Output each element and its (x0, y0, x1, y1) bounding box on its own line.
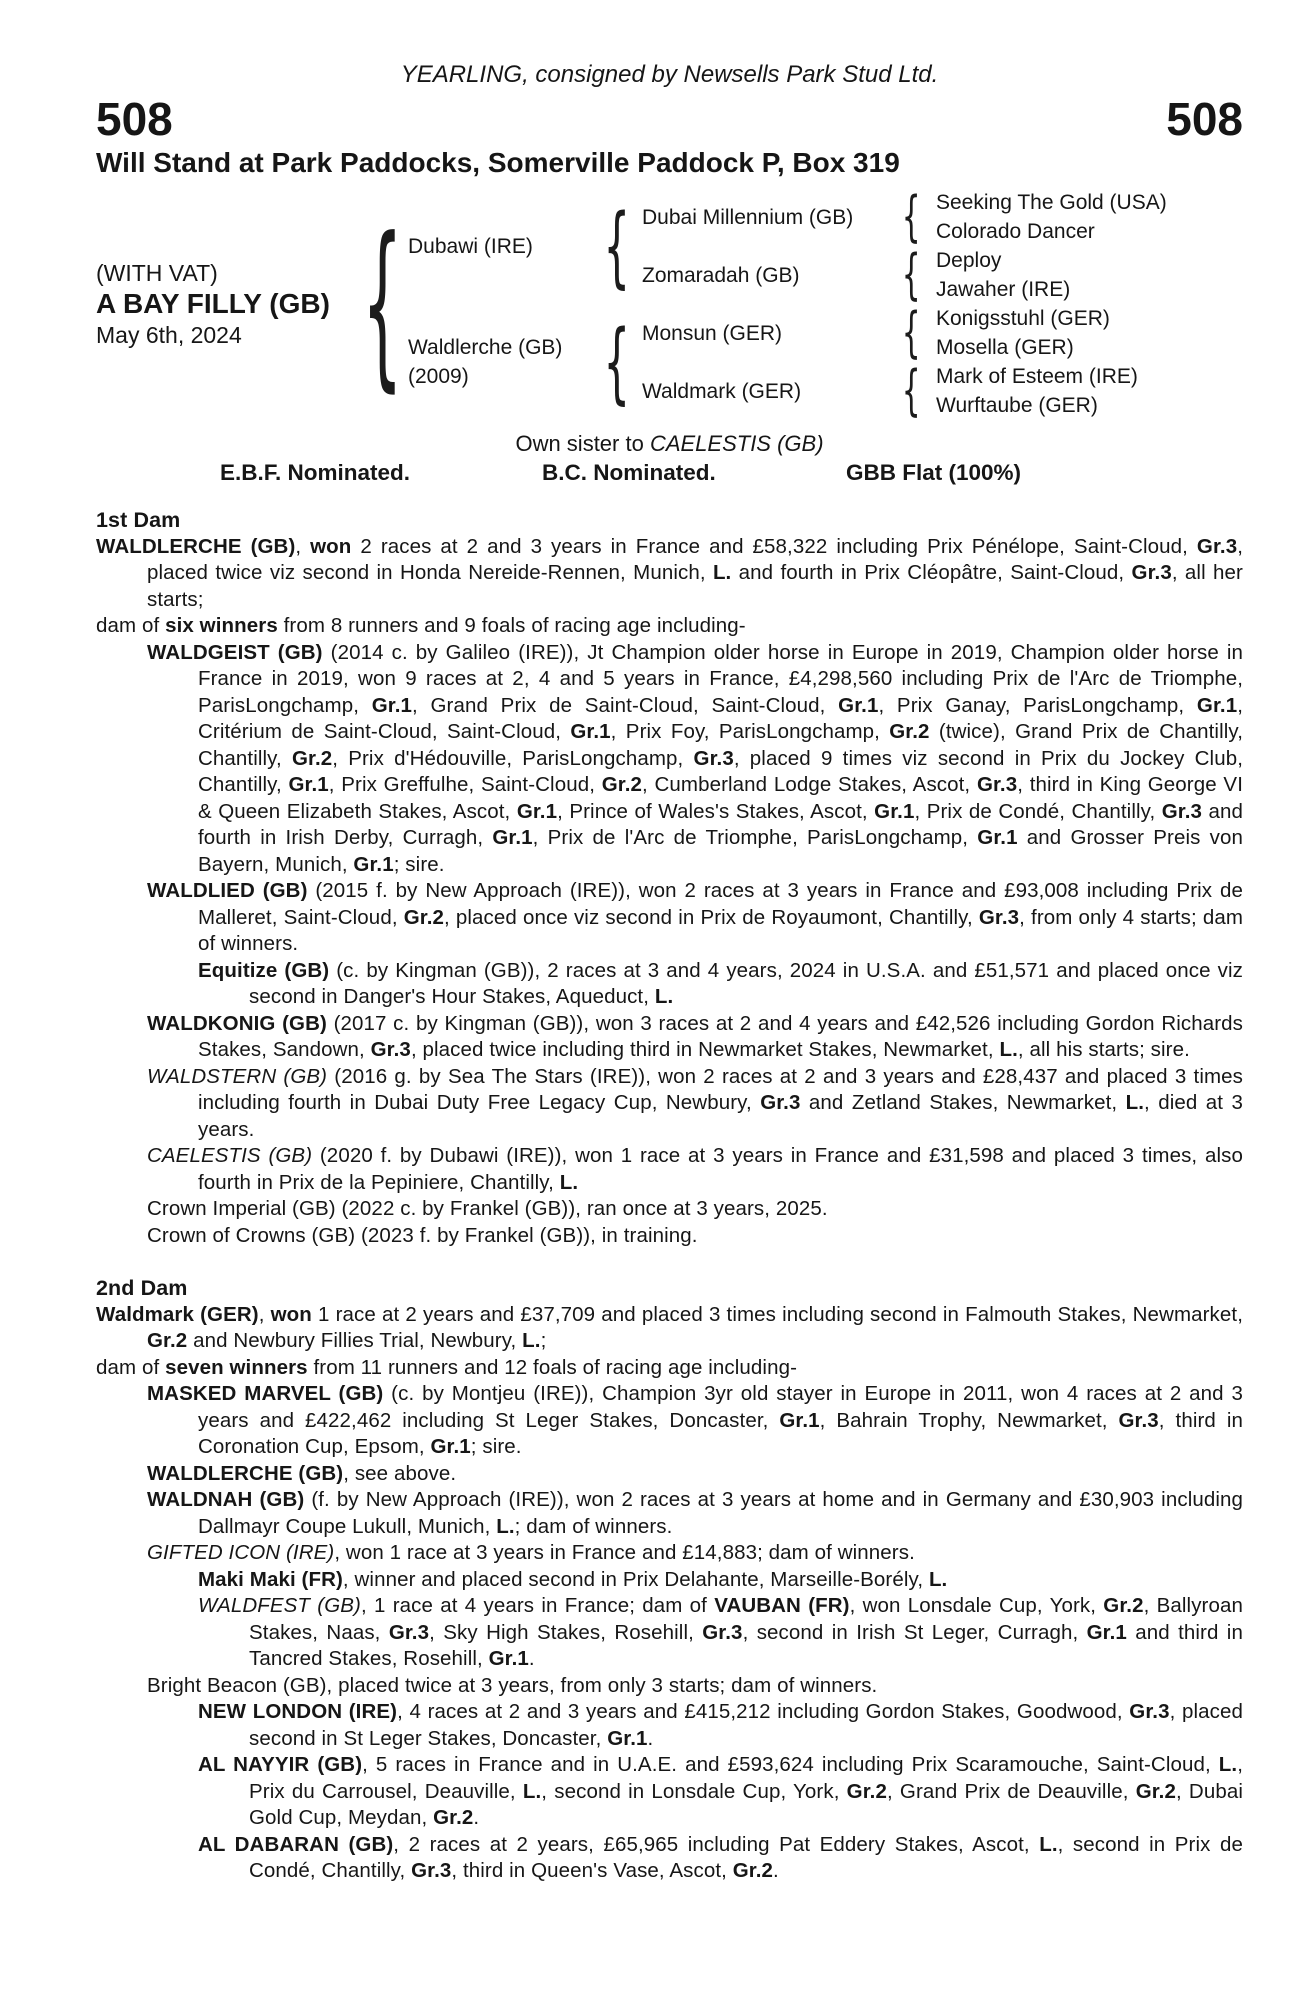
text-segment: , 5 races in France and in U.A.E. and £593,624 including Prix Scaramouche, Saint-Cloud, (362, 1753, 1219, 1776)
catalogue-sections (96, 507, 1243, 1885)
text-segment: Gr.2 (433, 1806, 474, 1829)
text-segment: dam of (96, 1355, 166, 1379)
text-segment: , second in Prix de Condé, Chantilly, (249, 1832, 1243, 1882)
text-segment: , Sky High Stakes, Rosehill, (429, 1620, 703, 1644)
text-segment: WALDKONIG (GB) (147, 1011, 327, 1035)
catalogue-paragraph (96, 1699, 1243, 1752)
section-heading: 1st Dam (96, 508, 181, 532)
stand-location-line: Will Stand at Park Paddocks, Somerville Paddock P, Box 319 (96, 147, 900, 178)
sire-dam-name: Zomaradah (GB) (642, 263, 800, 287)
text-segment: , won 1 race at 3 years in France and £14,883; dam of winners. (334, 1541, 915, 1564)
text-segment: , placed 9 times viz second in Prix du Jockey Club, Chantilly, (198, 746, 1243, 796)
text-segment: and Grosser Preis von Bayern, Munich, (198, 826, 1243, 876)
text-segment: WALDLERCHE (GB) (96, 534, 296, 558)
sire-dam-brace: { (901, 243, 921, 306)
text-segment: , Prix Ganay, ParisLongchamp, (878, 693, 1197, 717)
text-segment: , third in Coronation Cup, Epsom, (198, 1408, 1243, 1458)
text-segment: Gr.1 (488, 1647, 529, 1670)
text-segment: Gr.1 (430, 1435, 471, 1458)
text-segment: , died at 3 years. (198, 1091, 1244, 1141)
text-segment: Gr.3 (370, 1038, 411, 1061)
text-segment: , Prix Greffulhe, Saint-Cloud, (328, 773, 602, 796)
great-granddam: Mosella (GER) (936, 336, 1074, 359)
text-segment: CAELESTIS (GB) (147, 1144, 313, 1167)
text-segment: (twice), Grand Prix de Chantilly, Chantilly, (198, 720, 1244, 770)
ebf-nomination: E.B.F. Nominated. (220, 460, 411, 485)
dam-sire-name: Monsun (GER) (642, 321, 783, 345)
gbb-nomination: GBB Flat (100%) (846, 460, 1022, 485)
text-segment: (2016 g. by Sea The Stars (IRE)), won 2 races at 2 and 3 years and £28,437 and placed 3 times including fourth in Dubai Duty Free Legacy Cup, Newbury, (198, 1064, 1243, 1114)
sire-family (400, 185, 1167, 306)
text-segment: L. (1125, 1091, 1144, 1114)
text-segment: Gr.1 (1086, 1620, 1127, 1644)
text-segment: , placed once viz second in Prix de Royaumont, Chantilly, (444, 905, 979, 929)
lot-number-right: 508 (1166, 93, 1243, 145)
dam-dam-brace: { (901, 359, 921, 422)
dam-dam-name: Waldmark (GER) (642, 379, 802, 403)
dam-family (400, 301, 1167, 422)
text-segment: Gr.3 (411, 1859, 452, 1882)
great-granddam: Wurftaube (GER) (936, 394, 1098, 417)
text-segment: Gr.1 (874, 799, 915, 823)
text-segment: L. (559, 1170, 579, 1194)
text-segment: Gr.2 (601, 773, 642, 796)
text-segment: , see above. (343, 1461, 457, 1485)
text-segment: , second in Irish St Leger, Curragh, (742, 1620, 1087, 1644)
text-segment: , Grand Prix de Deauville, (886, 1779, 1136, 1803)
catalogue-paragraph (96, 613, 1243, 640)
pedigree-table (96, 185, 1243, 422)
dam-brace: { (603, 310, 631, 414)
text-segment: (2015 f. by New Approach (IRE)), won 2 races at 3 years in France and £93,008 including Prix de Malleret, Saint-Cloud, (198, 879, 1243, 929)
text-segment: Gr.1 (492, 826, 533, 849)
text-segment: (2014 c. by Galileo (IRE)), Jt Champion older horse in Europe in 2019, Champion older horse in France in 2019, won 9 races at 2, 4 and 5 years in France, £4,298,560 including Prix de l'Arc de Triomphe, ParisLongchamp, (198, 640, 1244, 717)
text-segment: Gr.3 (1196, 534, 1238, 558)
nominations-line (96, 460, 1243, 487)
catalogue-paragraph (96, 1487, 1243, 1540)
vat-note: (WITH VAT) (96, 260, 218, 286)
foaling-date: May 6th, 2024 (96, 322, 242, 348)
own-sister-prefix: Own sister to (515, 431, 650, 456)
catalogue-paragraph (96, 534, 1243, 614)
text-segment: Gr.1 (353, 852, 394, 876)
text-segment: and third in Tancred Stakes, Rosehill, (249, 1620, 1243, 1670)
text-segment: , third in King George VI & Queen Elizabeth Stakes, Ascot, (198, 773, 1243, 823)
catalogue-paragraph (96, 1223, 1243, 1250)
text-segment: Gr.3 (1161, 799, 1203, 823)
text-segment: 1 race at 2 years and £37,709 and placed 3 times including second in Falmouth Stakes, Newmarket, (311, 1302, 1244, 1326)
text-segment: Gr.2 (291, 746, 333, 770)
text-segment: , (295, 534, 311, 558)
text-segment: , (258, 1302, 271, 1326)
own-sister-name: CAELESTIS (GB) (649, 431, 824, 456)
text-segment: Gr.2 (403, 905, 445, 929)
catalogue-paragraph (96, 1832, 1243, 1885)
text-segment: Gr.3 (1118, 1408, 1159, 1432)
great-grandsire: Konigsstuhl (GER) (936, 307, 1110, 330)
text-segment: , second in Lonsdale Cup, York, (541, 1779, 847, 1803)
text-segment: , 4 races at 2 and 3 years and £415,212 including Gordon Stakes, Goodwood, (397, 1700, 1130, 1723)
text-segment: , Grand Prix de Saint-Cloud, Saint-Cloud, (412, 693, 839, 717)
bc-nomination: B.C. Nominated. (542, 460, 716, 485)
text-segment: Gr.3 (1129, 1700, 1170, 1723)
text-segment: Gr.3 (976, 773, 1018, 796)
text-segment: L. (522, 1779, 542, 1803)
text-segment: and Newbury Fillies Trial, Newbury, (187, 1329, 523, 1352)
text-segment: Gr.1 (516, 799, 558, 823)
text-segment: , Prix Foy, ParisLongchamp, (610, 720, 890, 743)
text-segment: , from only 4 starts; dam of winners. (198, 905, 1244, 955)
consignor-line: YEARLING, consigned by Newsells Park Stud Ltd. (400, 61, 939, 88)
text-segment: Gr.3 (1131, 561, 1172, 584)
text-segment: Gr.3 (702, 1620, 743, 1644)
text-segment: , Dubai Gold Cup, Meydan, (249, 1779, 1243, 1829)
text-segment: Crown Imperial (GB) (2022 c. by Frankel (GB)), ran once at 3 years, 2025. (147, 1197, 828, 1220)
catalogue-paragraph (96, 1593, 1243, 1673)
text-segment: Gr.3 (693, 746, 734, 770)
text-segment: . (647, 1726, 654, 1750)
text-segment: Gr.2 (732, 1859, 774, 1882)
text-segment: and fourth in Irish Derby, Curragh, (198, 799, 1243, 849)
text-segment: Gr.2 (889, 720, 930, 743)
text-segment: WALDGEIST (GB) (147, 640, 323, 664)
catalogue-paragraph (96, 1381, 1243, 1461)
lot-number-row (96, 94, 1243, 144)
text-segment: L. (522, 1329, 541, 1352)
text-segment: , Bahrain Trophy, Newmarket, (819, 1408, 1119, 1432)
catalogue-paragraph (96, 1752, 1243, 1832)
great-granddam: Colorado Dancer (936, 220, 1095, 243)
text-segment: , Prix de l'Arc de Triomphe, ParisLongchamp, (532, 826, 978, 849)
text-segment: GIFTED ICON (IRE) (147, 1541, 335, 1564)
dam-year: (2009) (408, 365, 469, 388)
text-segment: WALDSTERN (GB) (147, 1064, 328, 1088)
text-segment: WALDLERCHE (GB) (147, 1461, 344, 1485)
text-segment: (c. by Montjeu (IRE)), Champion 3yr old stayer in Europe in 2011, won 4 races at 2 and 3 years and £422,462 including St Leger Stakes, Doncaster, (198, 1382, 1244, 1432)
catalogue-paragraph (96, 1143, 1243, 1196)
text-segment: , all her starts; (147, 561, 1243, 611)
pedigree-main-brace: { (361, 198, 403, 408)
lot-number-left: 508 (96, 93, 173, 145)
text-segment: (f. by New Approach (IRE)), won 2 races at 3 years at home and in Germany and £30,903 including Dallmayr Coupe Lukull, Munich, (198, 1488, 1244, 1538)
subject-name: A BAY FILLY (GB) (96, 288, 330, 319)
text-segment: , third in Queen's Vase, Ascot, (451, 1859, 733, 1882)
catalogue-paragraph (96, 1567, 1243, 1594)
section-heading: 2nd Dam (96, 1276, 188, 1300)
text-segment: dam of (96, 614, 166, 637)
dam-name: Waldlerche (GB) (408, 336, 563, 359)
text-segment: seven winners (165, 1355, 308, 1379)
dam-dam-group (632, 359, 1138, 422)
text-segment: and fourth in Prix Cléopâtre, Saint-Cloud, (731, 561, 1132, 584)
text-segment: Gr.3 (978, 905, 1020, 929)
text-segment: , winner and placed second in Prix Delahante, Marseille-Borély, (342, 1567, 929, 1591)
text-segment: Gr.2 (1135, 1779, 1176, 1803)
text-segment: , placed second in St Leger Stakes, Doncaster, (249, 1700, 1243, 1750)
text-segment: AL DABARAN (GB) (198, 1832, 394, 1856)
text-segment: (c. by Kingman (GB)), 2 races at 3 and 4 years, 2024 in U.S.A. and £51,571 and placed once viz second in Danger's Hour Stakes, Aqueduct, (249, 958, 1243, 1008)
text-segment: Gr.3 (388, 1620, 430, 1644)
text-segment: , won Lonsdale Cup, York, (849, 1594, 1104, 1617)
text-segment: VAUBAN (FR) (714, 1594, 850, 1617)
catalogue-paragraph (96, 1540, 1243, 1567)
text-segment: won (310, 534, 352, 558)
catalogue-paragraph (96, 1064, 1243, 1144)
text-segment: L. (928, 1567, 948, 1591)
text-segment: , Ballyroan Stakes, Naas, (249, 1594, 1243, 1644)
text-segment: Crown of Crowns (GB) (2023 f. by Frankel (GB)), in training. (147, 1223, 698, 1247)
text-segment: from 8 runners and 9 foals of racing age including- (277, 614, 746, 637)
text-segment: NEW LONDON (IRE) (198, 1700, 398, 1723)
text-segment: ; (540, 1329, 547, 1352)
text-segment: ; dam of winners. (514, 1514, 673, 1538)
text-segment: (2020 f. by Dubawi (IRE)), won 1 race at 3 years in France and £31,598 and placed 3 times, also fourth in Prix de la Pepiniere, Chantilly, (198, 1144, 1243, 1194)
text-segment: . (773, 1859, 779, 1882)
text-segment: WALDNAH (GB) (147, 1488, 305, 1511)
catalogue-paragraph (96, 1673, 1243, 1700)
great-grandsire: Mark of Esteem (IRE) (936, 365, 1138, 388)
sire-sire-name: Dubai Millennium (GB) (642, 205, 854, 229)
dam-sire-brace: { (901, 301, 921, 364)
catalogue-paragraph (96, 1461, 1243, 1488)
text-segment: Gr.2 (1103, 1594, 1144, 1617)
text-segment: , 2 races at 2 years, £65,965 including Pat Eddery Stakes, Ascot, (393, 1832, 1040, 1856)
catalogue-paragraph (96, 958, 1243, 1011)
text-segment: six winners (165, 614, 278, 637)
text-segment: L. (1039, 1832, 1058, 1856)
dam-name-block (400, 333, 602, 391)
text-segment: Gr.1 (1196, 693, 1238, 717)
text-segment: Gr.1 (838, 693, 879, 717)
text-segment: , Prince of Wales's Stakes, Ascot, (557, 799, 875, 823)
own-sister-line (96, 430, 1243, 457)
text-segment: AL NAYYIR (GB) (198, 1753, 363, 1776)
text-segment: , Prix de Condé, Chantilly, (914, 799, 1162, 823)
dam-sire-group (632, 301, 1138, 364)
text-segment: . (528, 1647, 535, 1670)
catalogue-paragraph (96, 878, 1243, 958)
sire-sire-group (632, 185, 1167, 248)
text-segment: Bright Beacon (GB), placed twice at 3 years, from only 3 starts; dam of winners. (147, 1673, 878, 1697)
text-segment: WALDLIED (GB) (147, 879, 308, 902)
text-segment: L. (712, 561, 732, 584)
pedigree-subject (96, 258, 364, 350)
text-segment: , Cumberland Lodge Stakes, Ascot, (642, 773, 977, 796)
text-segment: , 1 race at 4 years in France; dam of (360, 1594, 715, 1617)
text-segment: , Critérium de Saint-Cloud, Saint-Cloud, (198, 693, 1243, 743)
text-segment: Gr.2 (846, 1779, 887, 1803)
text-segment: Gr.1 (570, 720, 611, 743)
sire-name: Dubawi (IRE) (408, 234, 533, 258)
text-segment: , Prix d'Hédouville, ParisLongchamp, (332, 746, 694, 770)
catalogue-paragraph (96, 1011, 1243, 1064)
great-grandsire: Deploy (936, 249, 1002, 272)
text-segment: Gr.3 (760, 1091, 801, 1114)
text-segment: , Prix du Carrousel, Deauville, (249, 1753, 1243, 1803)
text-segment: L. (654, 985, 674, 1008)
catalogue-paragraph (96, 1355, 1243, 1382)
sire-brace: { (603, 194, 631, 298)
text-segment: won (270, 1302, 312, 1326)
text-segment: and Zetland Stakes, Newmarket, (800, 1091, 1126, 1114)
catalogue-paragraph (96, 640, 1243, 879)
text-segment: Gr.1 (977, 826, 1018, 849)
text-segment: Waldmark (GER) (96, 1302, 259, 1326)
text-segment: Gr.1 (288, 773, 329, 796)
catalogue-paragraph (96, 1196, 1243, 1223)
great-granddam: Jawaher (IRE) (936, 278, 1071, 301)
text-segment: Gr.1 (779, 1408, 820, 1432)
text-segment: ; sire. (393, 852, 445, 876)
text-segment: . (473, 1806, 480, 1829)
text-segment: Maki Maki (FR) (198, 1567, 343, 1591)
text-segment: from 11 runners and 12 foals of racing age including- (307, 1355, 798, 1379)
text-segment: L. (1218, 1753, 1238, 1776)
text-segment: Equitize (GB) (198, 958, 330, 982)
sire-sire-brace: { (901, 185, 921, 248)
text-segment: MASKED MARVEL (GB) (147, 1382, 384, 1405)
text-segment: , placed twice including third in Newmarket Stakes, Newmarket, (410, 1038, 1000, 1061)
text-segment: Gr.2 (147, 1329, 188, 1352)
text-segment: L. (999, 1038, 1018, 1061)
great-grandsire: Seeking The Gold (USA) (936, 191, 1167, 214)
text-segment: 2 races at 2 and 3 years in France and £58,322 including Prix Pénélope, Saint-Cloud, (351, 534, 1197, 558)
text-segment: WALDFEST (GB) (198, 1594, 361, 1617)
sire-dam-group (632, 243, 1167, 306)
text-segment: , all his starts; sire. (1017, 1038, 1190, 1061)
text-segment: L. (496, 1514, 515, 1538)
text-segment: (2017 c. by Kingman (GB)), won 3 races at 2 and 4 years and £42,526 including Gordon Richards Stakes, Sandown, (198, 1011, 1244, 1061)
text-segment: Gr.1 (607, 1726, 648, 1750)
text-segment: ; sire. (470, 1435, 522, 1458)
text-segment: Gr.1 (371, 693, 413, 717)
text-segment: , placed twice viz second in Honda Nereide-Rennen, Munich, (147, 534, 1243, 584)
catalogue-paragraph (96, 1302, 1243, 1355)
